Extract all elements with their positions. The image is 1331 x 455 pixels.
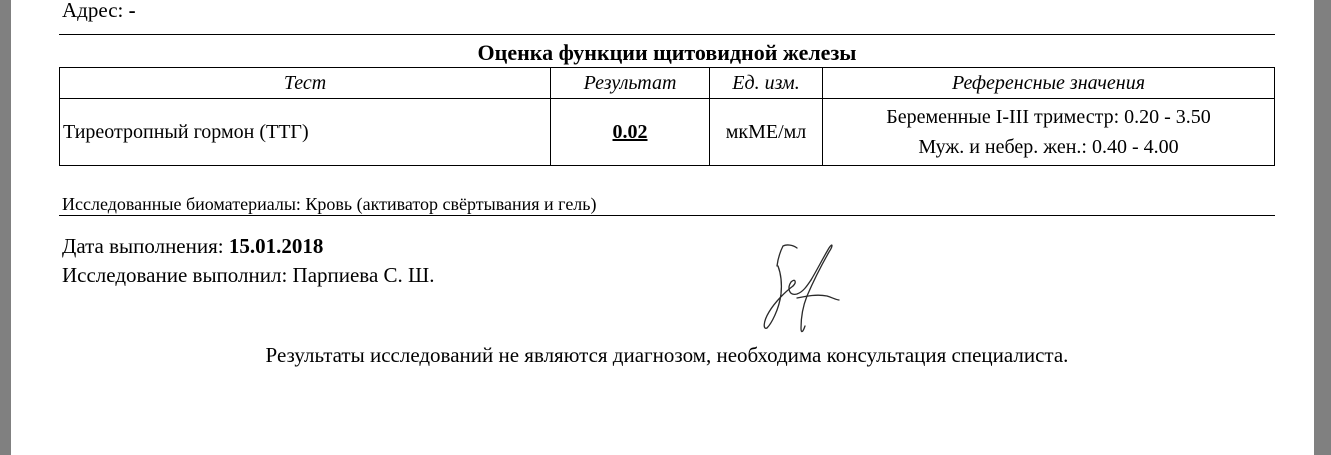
address-label: Адрес:: [62, 0, 124, 22]
results-table: [59, 67, 1275, 166]
biomaterials-note: Исследованные биоматериалы: Кровь (активатор свёртывания и гель): [62, 194, 597, 214]
performer-line: Исследование выполнил: Парпиева С. Ш.: [62, 263, 435, 287]
address-line: [62, 0, 136, 22]
header-reference: Референсные значения: [823, 68, 1275, 99]
header-test: Тест: [60, 68, 551, 99]
disclaimer: Результаты исследований не являются диагнозом, необходима консультация специалиста.: [265, 343, 1069, 367]
reference-line-pregnant: Беременные I-III триместр: 0.20 - 3.50: [886, 106, 1211, 128]
signature-image: [751, 238, 851, 340]
date-label: Дата выполнения:: [62, 234, 224, 258]
section-title: Оценка функции щитовидной железы: [477, 40, 857, 65]
table-header-row: [60, 68, 1275, 99]
address-value: -: [128, 0, 136, 22]
test-name: Тиреотропный гормон (ТТГ): [60, 99, 551, 166]
top-divider: [59, 34, 1275, 35]
table-row: [60, 99, 1275, 166]
completion-date: [62, 233, 323, 259]
lab-report-page: [11, 0, 1314, 455]
test-unit: мкМЕ/мл: [710, 99, 823, 166]
header-result: Результат: [551, 68, 710, 99]
reference-values: [823, 99, 1275, 166]
bottom-divider: [59, 215, 1275, 216]
date-value: 15.01.2018: [228, 234, 324, 258]
header-unit: Ед. изм.: [710, 68, 823, 99]
reference-line-general: Муж. и небер. жен.: 0.40 - 4.00: [918, 136, 1179, 158]
test-result: 0.02: [551, 99, 710, 166]
